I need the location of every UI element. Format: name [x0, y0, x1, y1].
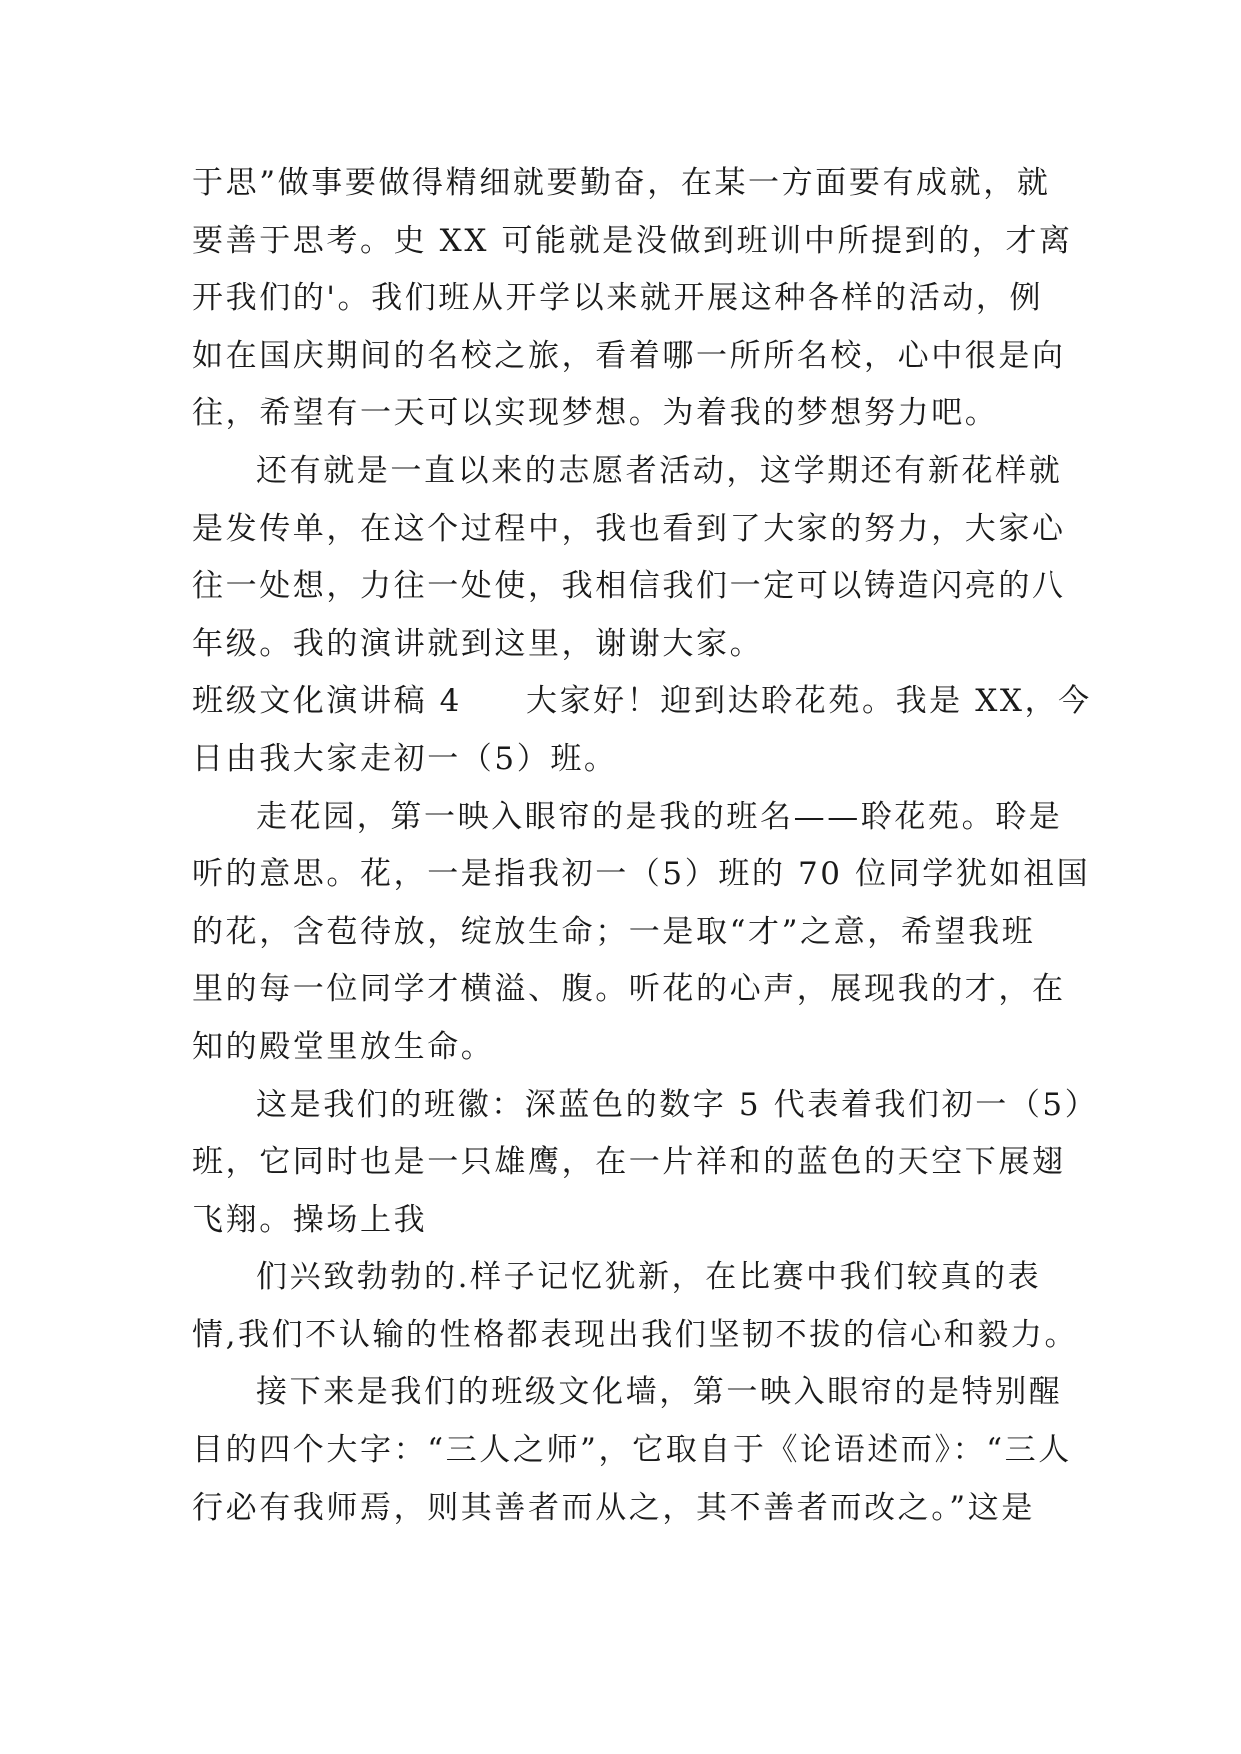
text-line: 如在国庆期间的名校之旅，看着哪一所所名校，心中很是向 [192, 337, 1066, 374]
text-line: 班，它同时也是一只雄鹰，在一片祥和的蓝色的天空下展翅 [192, 1144, 1066, 1181]
section-title: 班级文化演讲稿 4 [192, 683, 462, 720]
section-heading-line [192, 673, 1092, 731]
text-line: 于思”做事要做得精细就要勤奋，在某一方面要有成就，就 [192, 165, 1051, 201]
text-line: 知的殿堂里放生命。 [192, 1028, 495, 1065]
text-line: 里的每一位同学才横溢、腹。听花的心声，展现我的才，在 [192, 971, 1066, 1008]
text-line: 年级。我的演讲就到这里，谢谢大家。 [192, 625, 764, 662]
text-line: 日由我大家走初一（5）班。 [192, 740, 618, 777]
text-line: 们兴致勃勃的.样子记忆犹新，在比赛中我们较真的表 [256, 1259, 1042, 1296]
text-line: 听的意思。花，一是指我初一（5）班的 70 位同学犹如祖国 [192, 856, 1091, 893]
document-body [192, 155, 1099, 1537]
text-line: 要善于思考。史 XX 可能就是没做到班训中所提到的，才离 [192, 222, 1073, 259]
section-opening-text: 大家好！迎到达聆花苑。我是 XX，今 [525, 683, 1092, 720]
text-line: 往，希望有一天可以实现梦想。为着我的梦想努力吧。 [192, 395, 999, 432]
text-line: 这是我们的班徽：深蓝色的数字 5 代表着我们初一（5） [256, 1086, 1099, 1123]
text-line: 走花园，第一映入眼帘的是我的班名——聆花苑。聆是 [256, 798, 1063, 835]
text-line: 目的四个大字：“三人之师”，它取自于《论语述而》：“三人 [192, 1432, 1072, 1469]
text-line: 还有就是一直以来的志愿者活动，这学期还有新花样就 [256, 452, 1063, 489]
text-line: 往一处想，力往一处使，我相信我们一定可以铸造闪亮的八 [192, 568, 1066, 605]
text-line: 飞翔。操场上我 [192, 1201, 428, 1238]
text-line: 情,我们不认输的性格都表现出我们坚韧不拔的信心和毅力。 [192, 1316, 1079, 1353]
text-line: 接下来是我们的班级文化墙，第一映入眼帘的是特别醒 [256, 1374, 1063, 1411]
text-line: 是发传单，在这个过程中，我也看到了大家的努力，大家心 [192, 510, 1066, 547]
text-line: 的花，含苞待放，绽放生命；一是取“才”之意，希望我班 [192, 913, 1036, 950]
text-line: 行必有我师焉，则其善者而从之，其不善者而改之。”这是 [192, 1489, 1035, 1526]
text-line: 开我们的'。我们班从开学以来就开展这种各样的活动，例 [192, 280, 1044, 317]
